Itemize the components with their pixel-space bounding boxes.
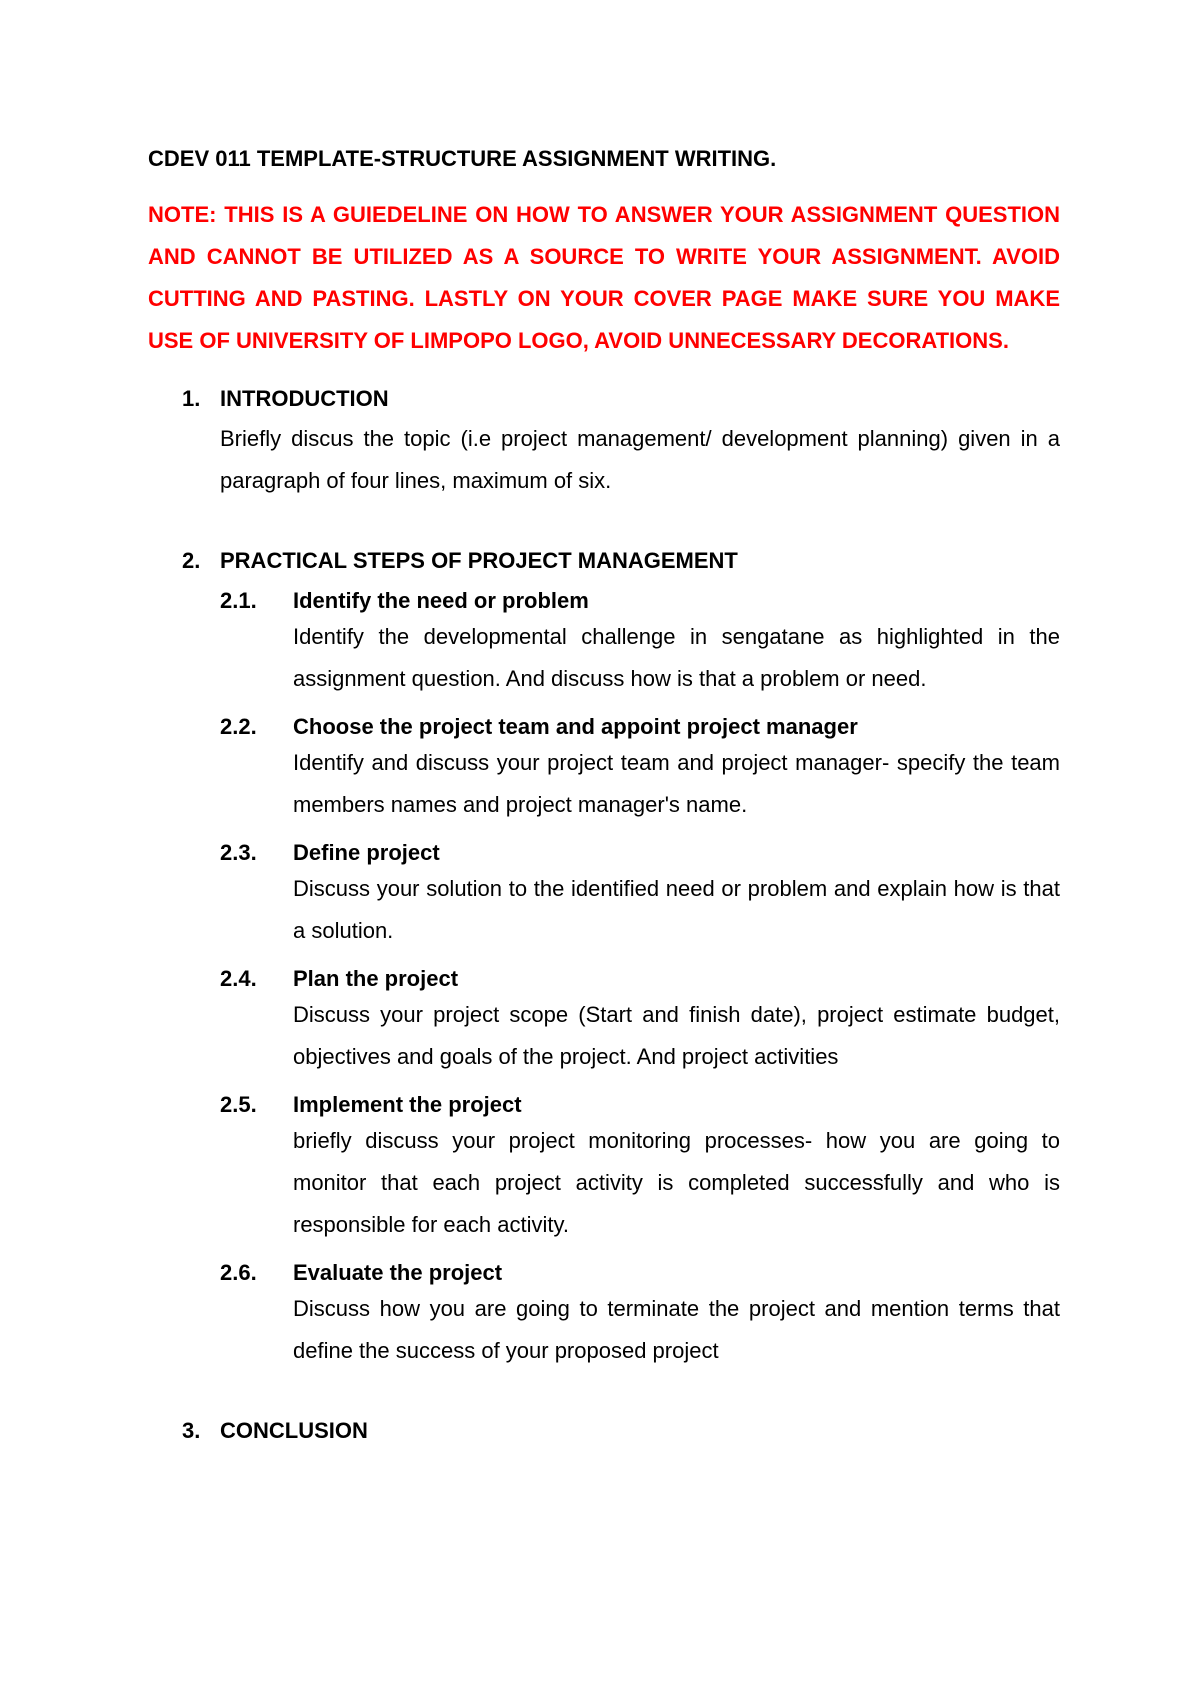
subsection-heading <box>220 1258 1060 1288</box>
document-title: CDEV 011 TEMPLATE-STRUCTURE ASSIGNMENT WRITING. <box>148 146 777 171</box>
subsection-heading <box>220 1090 1060 1120</box>
subsection-body: Discuss how you are going to terminate the project and mention terms that define the success of your proposed project <box>293 1296 1060 1363</box>
subsection-body: Discuss your project scope (Start and finish date), project estimate budget, objectives and goals of the project. And project activities <box>293 1002 1060 1069</box>
subsection-title: Plan the project <box>293 966 459 991</box>
subsection-number: 2.2. <box>220 714 257 739</box>
document-content <box>148 144 1060 1446</box>
section-heading <box>182 1416 1060 1446</box>
section-number: 2. <box>182 548 201 573</box>
subsection-title: Identify the need or problem <box>293 588 589 613</box>
section-heading <box>182 546 1060 576</box>
subsection-heading <box>220 838 1060 868</box>
guideline-note: NOTE: THIS IS A GUIEDELINE ON HOW TO ANSWER YOUR ASSIGNMENT QUESTION AND CANNOT BE UTILIZED AS A SOURCE TO WRITE YOUR ASSIGNMENT. AVOID CUTTING AND PASTING. LASTLY ON YOUR COVER PAGE MAKE SURE YOU MAKE USE OF UNIVERSITY OF LIMPOPO LOGO, AVOID UNNECESSARY DECORATIONS. <box>148 202 1060 353</box>
section-number: 3. <box>182 1418 201 1443</box>
section-title: CONCLUSION <box>220 1418 368 1443</box>
subsection-number: 2.6. <box>220 1260 257 1285</box>
subsection-heading <box>220 712 1060 742</box>
subsection-number: 2.3. <box>220 840 257 865</box>
subsection-number: 2.4. <box>220 966 257 991</box>
subsection-title: Implement the project <box>293 1092 522 1117</box>
subsection-body: Identify and discuss your project team and project manager- specify the team members names and project manager's name. <box>293 750 1060 817</box>
subsection-heading <box>220 964 1060 994</box>
section-conclusion <box>182 1416 1060 1446</box>
subsection-title: Evaluate the project <box>293 1260 503 1285</box>
subsection-body: Identify the developmental challenge in sengatane as highlighted in the assignment question. And discuss how is that a problem or need. <box>293 624 1060 691</box>
subsection-title: Choose the project team and appoint project manager <box>293 714 858 739</box>
subsection-number: 2.1. <box>220 588 257 613</box>
subsection-number: 2.5. <box>220 1092 257 1117</box>
subsection-title: Define project <box>293 840 440 865</box>
section-body: Briefly discus the topic (i.e project management/ development planning) given in a paragraph of four lines, maximum of six. <box>220 426 1060 493</box>
section-number: 1. <box>182 386 201 411</box>
section-practical-steps <box>182 546 1060 1372</box>
section-introduction <box>182 384 1060 502</box>
section-title: PRACTICAL STEPS OF PROJECT MANAGEMENT <box>220 548 738 573</box>
subsection-body: Discuss your solution to the identified need or problem and explain how is that a solution. <box>293 876 1060 943</box>
section-title: INTRODUCTION <box>220 386 389 411</box>
subsection-body: briefly discuss your project monitoring processes- how you are going to monitor that each project activity is completed successfully and who is responsible for each activity. <box>293 1128 1060 1237</box>
section-heading <box>182 384 1060 414</box>
subsection-list <box>220 586 1060 1372</box>
subsection-heading <box>220 586 1060 616</box>
